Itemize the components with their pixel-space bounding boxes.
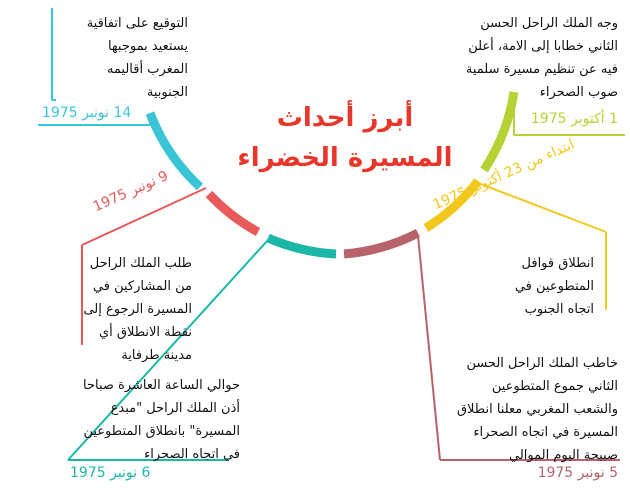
event-line: المسيرة" بانطلاق المتطوعين — [83, 424, 240, 439]
arc-segment-teal — [268, 238, 336, 254]
event-line: المتطوعين في — [514, 279, 594, 294]
event-line: أذن الملك الراحل "مبدع — [110, 401, 240, 416]
event-line: في اتجاه الصحراء — [144, 447, 240, 462]
arc-segment-red — [209, 194, 258, 232]
title-line-2: المسيرة الخضراء — [237, 143, 453, 173]
event-line: المسيرة في اتجاه الصحراء — [473, 425, 618, 440]
event-line: وجه الملك الراحل الحسن — [480, 16, 618, 31]
event-text-nov6 — [83, 374, 240, 466]
event-line: التوقيع على اتفاقية — [86, 16, 188, 31]
event-line: صوب الصحراء — [539, 85, 618, 100]
event-line: الثاني جموع المتطوعين — [491, 379, 618, 394]
event-line: يستعيد بموجبها — [107, 39, 188, 54]
event-line: المسيرة الرجوع إلى — [83, 302, 192, 317]
diagram-title — [215, 98, 475, 178]
event-date-nov6: 6 نونبر 1975 — [70, 465, 151, 481]
title-line-1: أبرز أحداث — [276, 103, 414, 133]
event-line: والشعب المغربي معلنا انطلاق — [456, 402, 618, 417]
event-date-nov14: 14 نونبر 1975 — [42, 105, 132, 121]
event-line: طلب الملك الراحل — [89, 256, 192, 271]
event-line: حوالي الساعة العاشرة صباحا — [82, 378, 240, 393]
event-line: مدينة طرفاية — [121, 348, 192, 363]
event-line: اتجاه الجنوب — [524, 302, 594, 317]
event-line: من المشاركين في — [92, 279, 192, 294]
event-line: الجنوبية — [146, 85, 188, 100]
event-text-nov14 — [87, 12, 188, 104]
event-date-oct23: ابتداء من 23 أكتوبر 1975 — [430, 136, 577, 214]
event-text-oct1 — [466, 12, 618, 104]
event-text-nov9 — [83, 252, 192, 367]
arc-segment-mauve — [344, 233, 418, 254]
event-line: المغرب أقاليمه — [106, 62, 188, 77]
event-text-nov5 — [457, 352, 618, 467]
event-date-oct1: 1 أكتوبر 1975 — [530, 111, 618, 127]
event-line: صبيحة اليوم الموالي — [509, 448, 618, 463]
event-date-nov5: 5 نونبر 1975 — [537, 465, 618, 481]
event-line: فيه عن تنظيم مسيرة سلمية — [465, 62, 618, 77]
event-line: نقطة الانطلاق أي — [98, 325, 192, 340]
event-line: انطلاق قوافل — [521, 256, 594, 271]
event-line: الثاني خطابا إلى الامة، أعلن — [468, 39, 618, 54]
event-line: خاطب الملك الراحل الحسن — [466, 356, 618, 371]
event-date-nov9: 9 نونبر 1975 — [90, 167, 171, 216]
event-text-oct23 — [515, 252, 594, 321]
